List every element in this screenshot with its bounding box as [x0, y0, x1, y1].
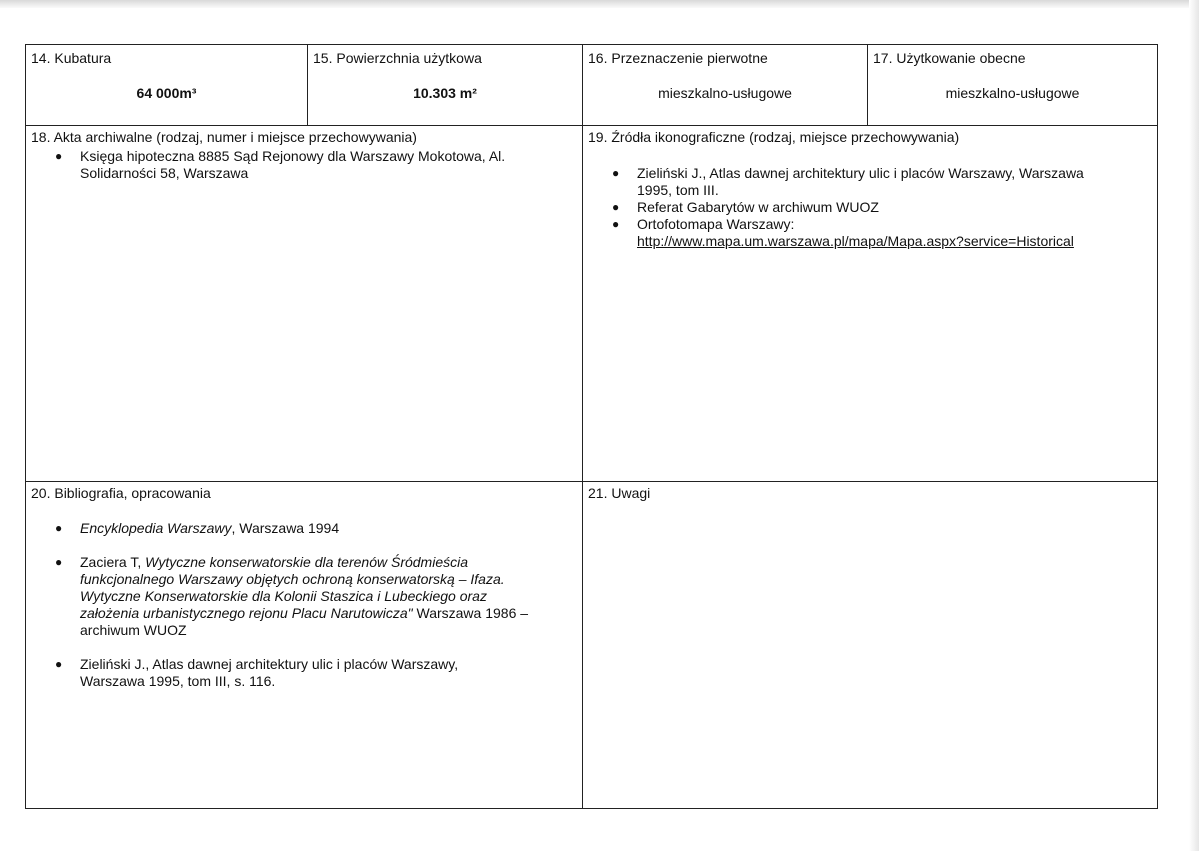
sources-list — [583, 165, 1084, 250]
field-value: 64 000m³ — [136, 85, 197, 101]
field-value: mieszkalno-usługowe — [945, 85, 1080, 101]
field-label: 16. Przeznaczenie pierwotne — [588, 50, 768, 66]
bullet-icon: ● — [55, 555, 63, 569]
record-form-table — [25, 44, 1158, 809]
field-label: 17. Użytkowanie obecne — [873, 50, 1026, 66]
scan-edge-right — [1189, 0, 1199, 851]
cell-bibliografia — [26, 482, 583, 808]
list-item: ● Zieliński J., Atlas dawnej architektury ulic i placów Warszawy, Warszawa 1995, tom III, s. 116. — [55, 656, 459, 689]
list-item: ● Księga hipoteczna 8885 Sąd Rejonowy dla Warszawy Mokotowa, Al. Solidarności 58, Warszawa — [55, 148, 506, 181]
field-label: 15. Powierzchnia użytkowa — [313, 50, 482, 66]
bullet-icon: ● — [612, 200, 620, 214]
field-value: mieszkalno-usługowe — [658, 85, 792, 101]
cell-akta-archiwalne — [26, 126, 583, 482]
bullet-icon: ● — [55, 657, 63, 671]
section-title: 19. Źródła ikonograficzne (rodzaj, miejsce przechowywania) — [588, 129, 960, 145]
list-item: ● Encyklopedia Warszawy, Warszawa 1994 — [55, 520, 340, 536]
bullet-icon: ● — [612, 166, 620, 180]
list-item: ● Ortofotomapa Warszawy: http://www.mapa.um.warszawa.pl/mapa/Mapa.aspx?service=Historical — [612, 216, 1074, 249]
ortofotomapa-link[interactable]: http://www.mapa.um.warszawa.pl/mapa/Mapa.aspx?service=Historical — [637, 233, 1074, 249]
cell-kubatura — [26, 45, 308, 126]
cell-przeznaczenie — [583, 45, 868, 126]
cell-uwagi — [583, 482, 1157, 808]
section-title: 20. Bibliografia, opracowania — [31, 485, 211, 501]
list-item: ● Zaciera T, Wytyczne konserwatorskie dla terenów Śródmieścia funkcjonalnego Warszawy objętych ochroną konserwatorską – Ifaza. Wytyczne Konserwatorskie dla Kolonii Staszica i Lubeckiego oraz założenia urbanistycznego rejonu Placu Narutowicza" Warszawa 1986 – archiwum WUOZ — [55, 554, 529, 638]
section-title: 18. Akta archiwalne (rodzaj, numer i miejsce przechowywania) — [31, 129, 417, 145]
bullet-icon: ● — [612, 217, 620, 231]
bullet-icon: ● — [55, 149, 63, 163]
list-item: ● Referat Gabarytów w archiwum WUOZ — [612, 199, 879, 215]
cell-powierzchnia — [308, 45, 583, 126]
cell-uzytkowanie — [868, 45, 1157, 126]
bibliography-list — [26, 520, 528, 690]
field-label: 14. Kubatura — [31, 50, 112, 66]
archives-list — [26, 148, 505, 182]
scan-edge-top — [0, 0, 1199, 8]
list-item: ● Zieliński J., Atlas dawnej architektury ulic i placów Warszawy, Warszawa 1995, tom III. — [612, 165, 1084, 198]
bullet-icon: ● — [55, 521, 63, 535]
section-title: 21. Uwagi — [588, 485, 651, 501]
field-value: 10.303 m² — [413, 85, 477, 101]
cell-zrodla-ikonograficzne — [583, 126, 1157, 482]
